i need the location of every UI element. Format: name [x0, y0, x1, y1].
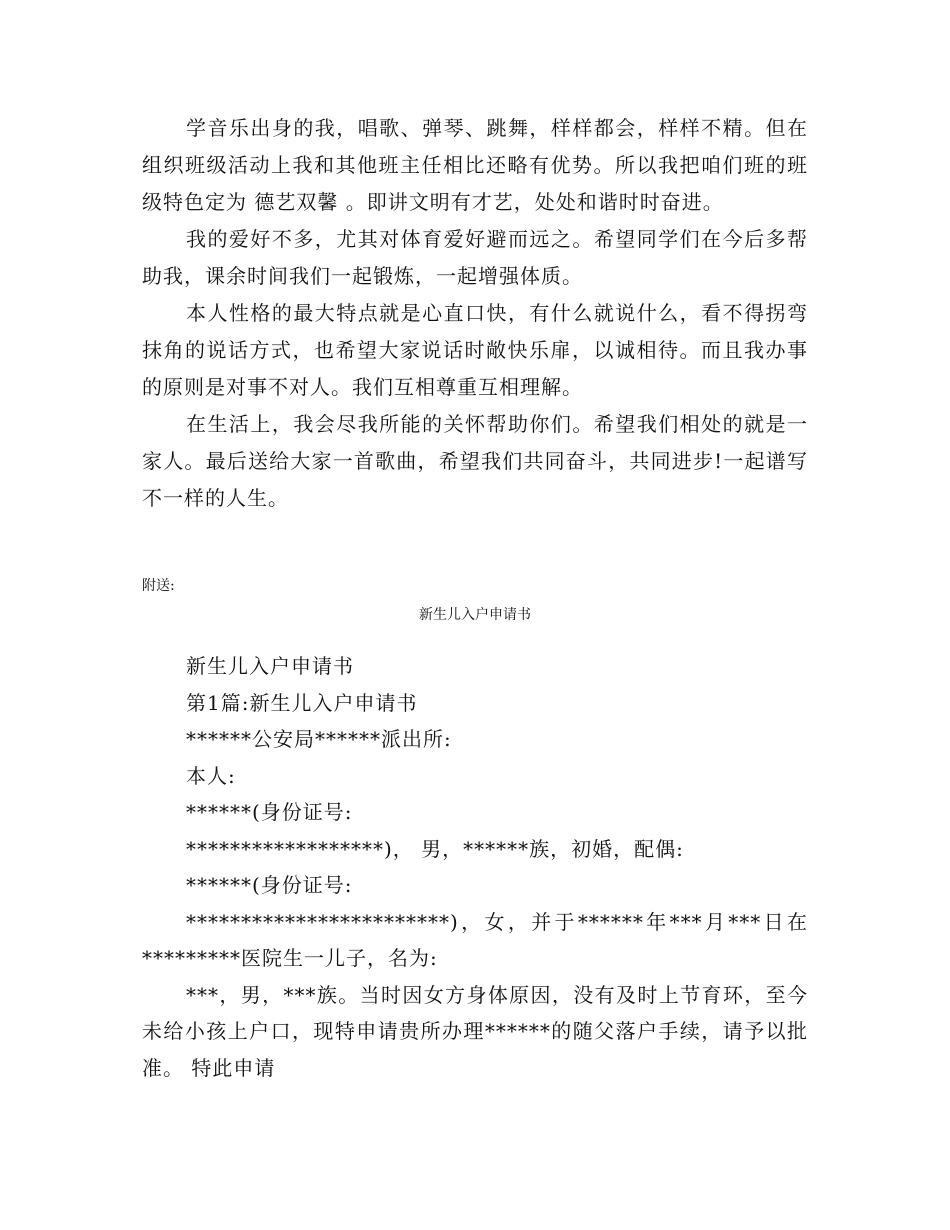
application-section — [142, 648, 808, 1086]
appendix-label: 附送: — [142, 578, 175, 594]
paragraph: ***，男，***族。当时因女方身体原因，没有及时上节育环，至今未给小孩上户口，现特申请贵所办理******的随父落户手续，请予以批准。 特此申请 — [142, 982, 808, 1080]
paragraph: 本人性格的最大特点就是心直口快，有什么就说什么，看不得拐弯抹角的说话方式，也希望大家说话时敞快乐扉，以诚相待。而且我办事的原则是对事不对人。我们互相尊重互相理解。 — [142, 301, 808, 399]
intro-section — [142, 110, 808, 517]
paragraph: 新生儿入户申请书 — [186, 654, 354, 678]
paragraph: ******************)， 男，******族，初婚，配偶: — [186, 836, 684, 861]
paragraph: ******(身份证号: — [186, 873, 353, 897]
paragraph: 第1篇:新生儿入户申请书 — [186, 690, 418, 715]
paragraph: 在生活上，我会尽我所能的关怀帮助你们。希望我们相处的就是一家人。最后送给大家一首歌曲，希望我们共同奋斗，共同进步!一起谱写不一样的人生。 — [142, 412, 808, 510]
paragraph: ************************)，女，并于******年***月***日在*********医院生一儿子，名为: — [142, 909, 808, 970]
paragraph: ******公安局******派出所: — [186, 727, 452, 751]
paragraph: 我的爱好不多，尤其对体育爱好避而远之。希望同学们在今后多帮助我，课余时间我们一起锻炼，一起增强体质。 — [142, 227, 808, 288]
document-title: 新生儿入户申请书 — [419, 607, 531, 623]
paragraph: ******(身份证号: — [186, 800, 353, 824]
paragraph: 学音乐出身的我，唱歌、弹琴、跳舞，样样都会，样样不精。但在组织班级活动上我和其他班主任相比还略有优势。所以我把咱们班的班级特色定为 德艺双馨 。即讲文明有才艺，处处和谐时时奋进。 — [142, 116, 808, 214]
paragraph: 本人: — [186, 763, 236, 788]
